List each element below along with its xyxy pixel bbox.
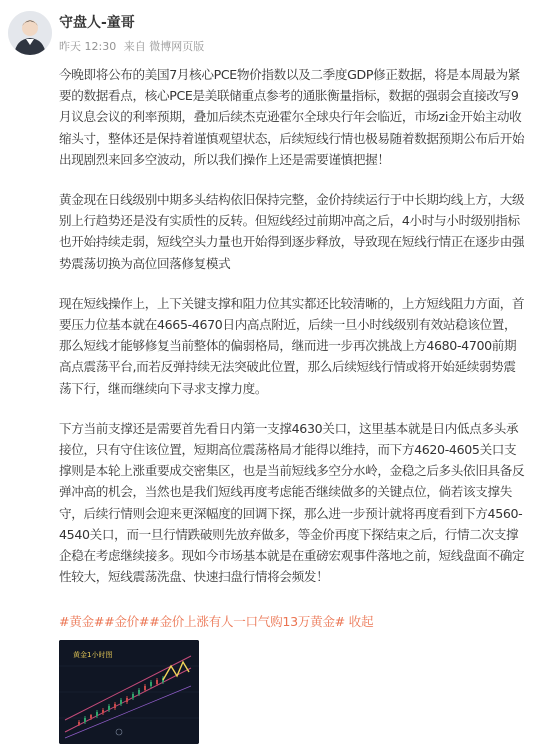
chart-thumbnail[interactable] [59,640,199,744]
avatar-image [8,11,52,55]
paragraph-4: 下方当前支撑还是需要首先看日内第一支撑4630关口，这里基本就是日内低点多头承接位，只有守住该位置，短期高位震荡格局才能得以维持，而下方4620-4605关口支撑则是本轮上涨重要成交密集区，也是当前短线多空分水岭，金稳之后多头依旧具备反弹冲高的机会，当然也是我们短线再度考虑能否继续做多的关键点位，倘若该支撑失守，后续行情则会迎来更深幅度的回调下探，那么进一步预计就将再度看到下方4560-4540关口，而一旦行情跌破则先放弃做多，等金价再度下探结束之后，行情二次支撑企稳在考虑继续接多。现如今市场基本就是在重磅宏观事件落地之前，短线盘面不确定性较大，短线震荡洗盘、快速扫盘行情将会频发！ [59,420,525,585]
topic-gold[interactable]: #黄金# [59,614,105,629]
paragraph-2: 黄金现在日线级别中期多头结构依旧保持完整，金价持续运行于中长期均线上方，大级别上行趋势还是没有实质性的反转。但短线经过前期冲高之后，4小时与小时级别指标也开始持续走弱，短线空头力量也开始得到逐步释放，导致现在短线行情正在逐步由强势震荡切换为高位回落修复模式 [59,192,525,271]
post-content [59,64,525,606]
topic-gold-purchase[interactable]: #金价上涨有人一口气购13万黄金# [149,614,345,629]
topic-gold-price[interactable]: #金价# [104,614,150,629]
paragraph-3: 现在短线操作上，上下关键支撑和阻力位其实都还比较清晰的，上方短线阻力方面，首要压力位基本就在4665-4670日内高点附近，后续一旦小时线级别有效站稳该位置，那么短线才能够修复当前整体的偏弱格局，继而进一步再次挑战上方4680-4700前期高点震荡平台,而若反弹持续无法突破此位置，那么后续短线行情或将开始延续弱势震荡下行，继而继续向下寻求支撑力度。 [59,295,525,396]
post-source: 来自 微博网页版 [123,40,205,53]
chart-thumbnail-title: 黄金1小时图 [73,651,113,659]
post-meta [59,38,208,54]
author-name[interactable]: 守盘人-童哥 [59,15,135,31]
post-time[interactable]: 昨天 12:30 [59,40,117,53]
topic-tags [59,611,373,630]
paragraph-1: 今晚即将公布的美国7月核心PCE物价指数以及二季度GDP修正数据，将是本周最为紧要的数据看点，核心PCE是美联储重点参考的通胀衡量指标，数据的强弱会直接改写9月议息会议的利率预期，叠加后续杰克逊霍尔全球央行年会临近，市场zi金开始主动收缩头寸，整体还是保持着谨慎观望状态，后续短线行情也极易随着数据预期公布后开始出现剧烈来回多空波动，所以我们操作上还是需要谨慎把握！ [59,67,525,167]
collapse-link[interactable]: 收起 [348,614,374,629]
avatar[interactable] [8,11,52,55]
